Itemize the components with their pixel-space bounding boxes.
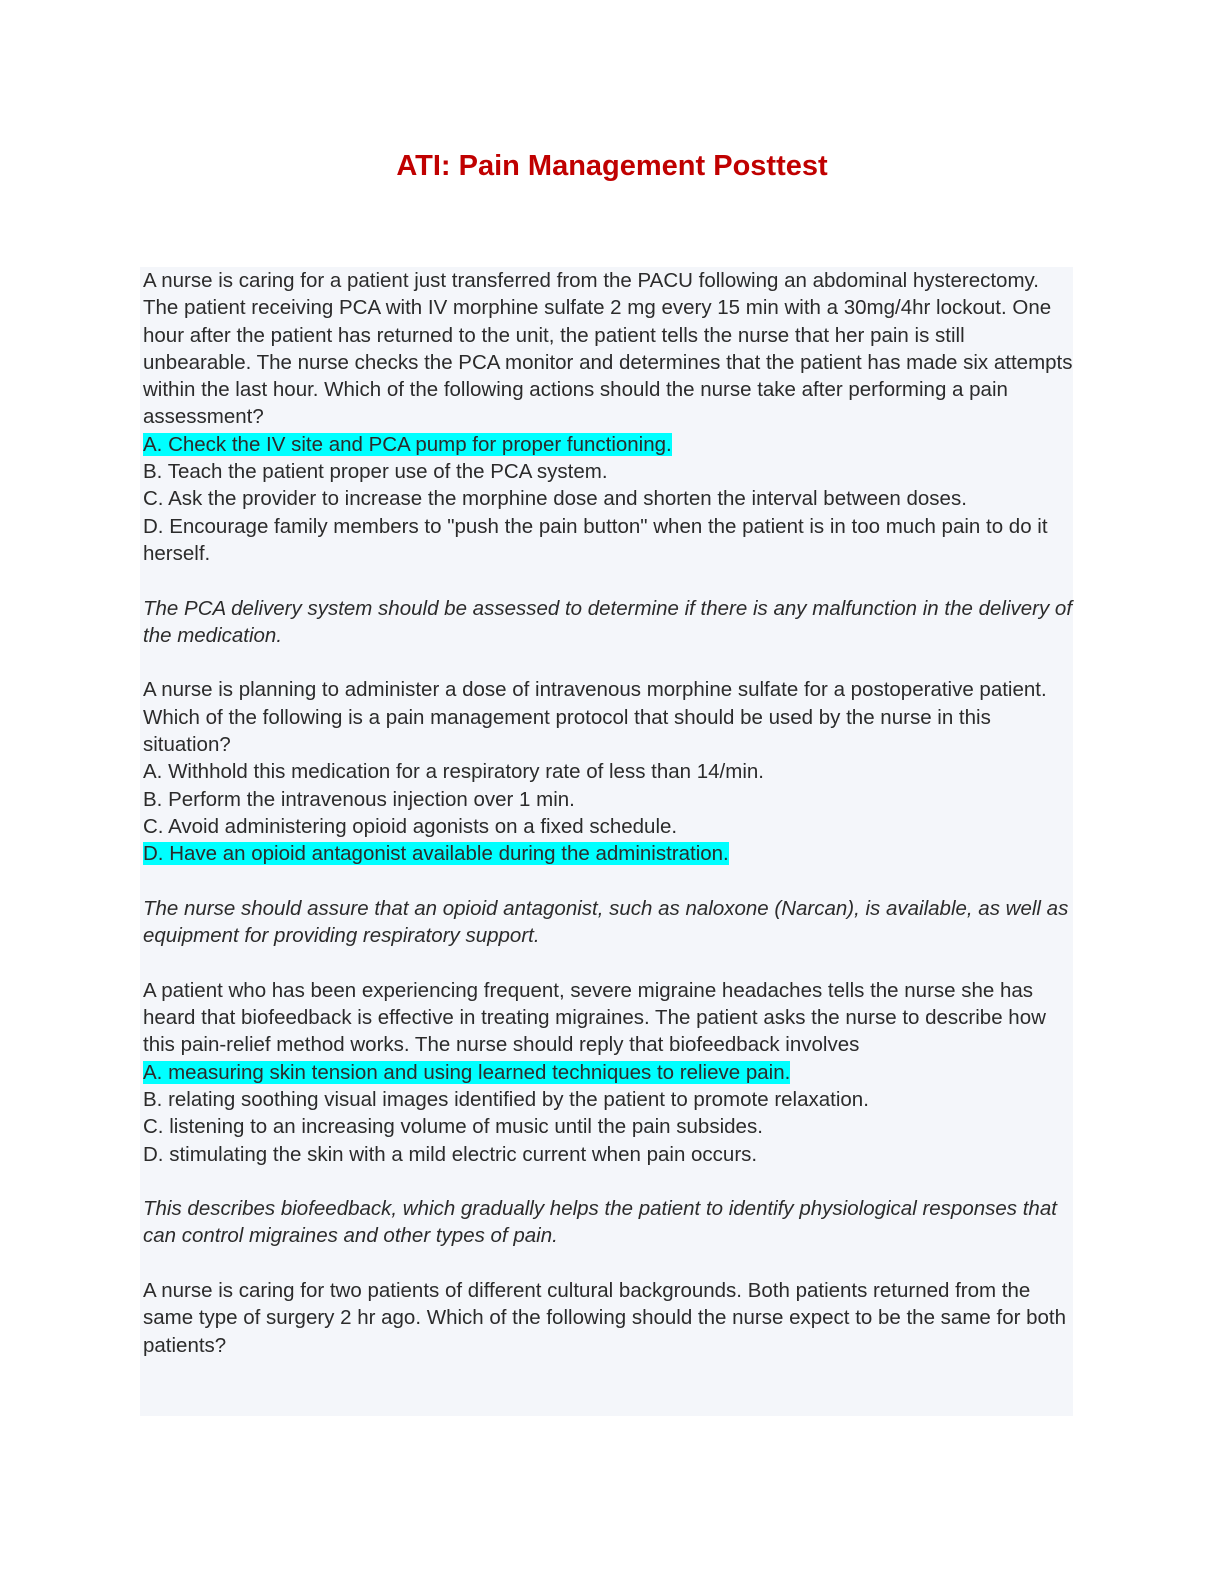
- question-stem: A nurse is caring for two patients of different cultural backgrounds. Both patients returned from the same type of surgery 2 hr ago. Which of the following should the nurse expect to be the same for both patients?: [143, 1278, 1067, 1357]
- posttest-content: [140, 267, 1073, 1416]
- answer-option-d: D. Encourage family members to "push the pain button" when the patient is in too much pain to do it herself.: [143, 514, 1048, 565]
- answer-option-c: C. Avoid administering opioid agonists on a fixed schedule.: [143, 814, 678, 838]
- question-3: [143, 977, 1073, 1250]
- answer-option-a: [143, 1059, 1073, 1086]
- question-1: [143, 267, 1073, 649]
- question-2: [143, 676, 1073, 949]
- answer-option-b: B. relating soothing visual images identified by the patient to promote relaxation.: [143, 1087, 869, 1111]
- answer-option-c: C. listening to an increasing volume of music until the pain subsides.: [143, 1115, 763, 1139]
- question-stem: A nurse is planning to administer a dose of intravenous morphine sulfate for a postoperative patient. Which of the following is a pain management protocol that should be used by the nurse in this situation?: [143, 678, 1047, 757]
- answer-rationale: The nurse should assure that an opioid antagonist, such as naloxone (Narcan), is available, as well as equipment for providing respiratory support.: [143, 896, 1069, 948]
- answer-option-d: [143, 840, 1073, 867]
- correct-answer-highlight: D. Have an opioid antagonist available during the administration.: [143, 842, 729, 866]
- answer-option-d: D. stimulating the skin with a mild electric current when pain occurs.: [143, 1142, 758, 1166]
- page-title: ATI: Pain Management Posttest: [396, 150, 828, 182]
- question-stem: A nurse is caring for a patient just transferred from the PACU following an abdominal hysterectomy. The patient receiving PCA with IV morphine sulfate 2 mg every 15 min with a 30mg/4hr lockout. One hour after the patient has returned to the unit, the patient tells the nurse that her pain is still unbearable. The nurse checks the PCA monitor and determines that the patient has made six attempts within the last hour. Which of the following actions should the nurse take after performing a pain assessment?: [143, 269, 1073, 429]
- question-stem: A patient who has been experiencing frequent, severe migraine headaches tells the nurse she has heard that biofeedback is effective in treating migraines. The patient asks the nurse to describe how this pain-relief method works. The nurse should reply that biofeedback involves: [143, 978, 1046, 1057]
- question-4: [143, 1277, 1073, 1359]
- correct-answer-highlight: A. measuring skin tension and using learned techniques to relieve pain.: [143, 1060, 791, 1084]
- correct-answer-highlight: A. Check the IV site and PCA pump for proper functioning.: [143, 432, 672, 456]
- answer-option-a: [143, 431, 1073, 458]
- answer-rationale: The PCA delivery system should be assessed to determine if there is any malfunction in the delivery of the medication.: [143, 596, 1073, 647]
- answer-option-c: C. Ask the provider to increase the morphine dose and shorten the interval between doses.: [143, 487, 967, 511]
- answer-rationale: This describes biofeedback, which gradually helps the patient to identify physiological responses that can control migraines and other types of pain.: [143, 1197, 1057, 1248]
- answer-option-b: B. Teach the patient proper use of the PCA system.: [143, 460, 608, 484]
- answer-option-b: B. Perform the intravenous injection over 1 min.: [143, 787, 575, 811]
- answer-option-a: A. Withhold this medication for a respiratory rate of less than 14/min.: [143, 760, 764, 784]
